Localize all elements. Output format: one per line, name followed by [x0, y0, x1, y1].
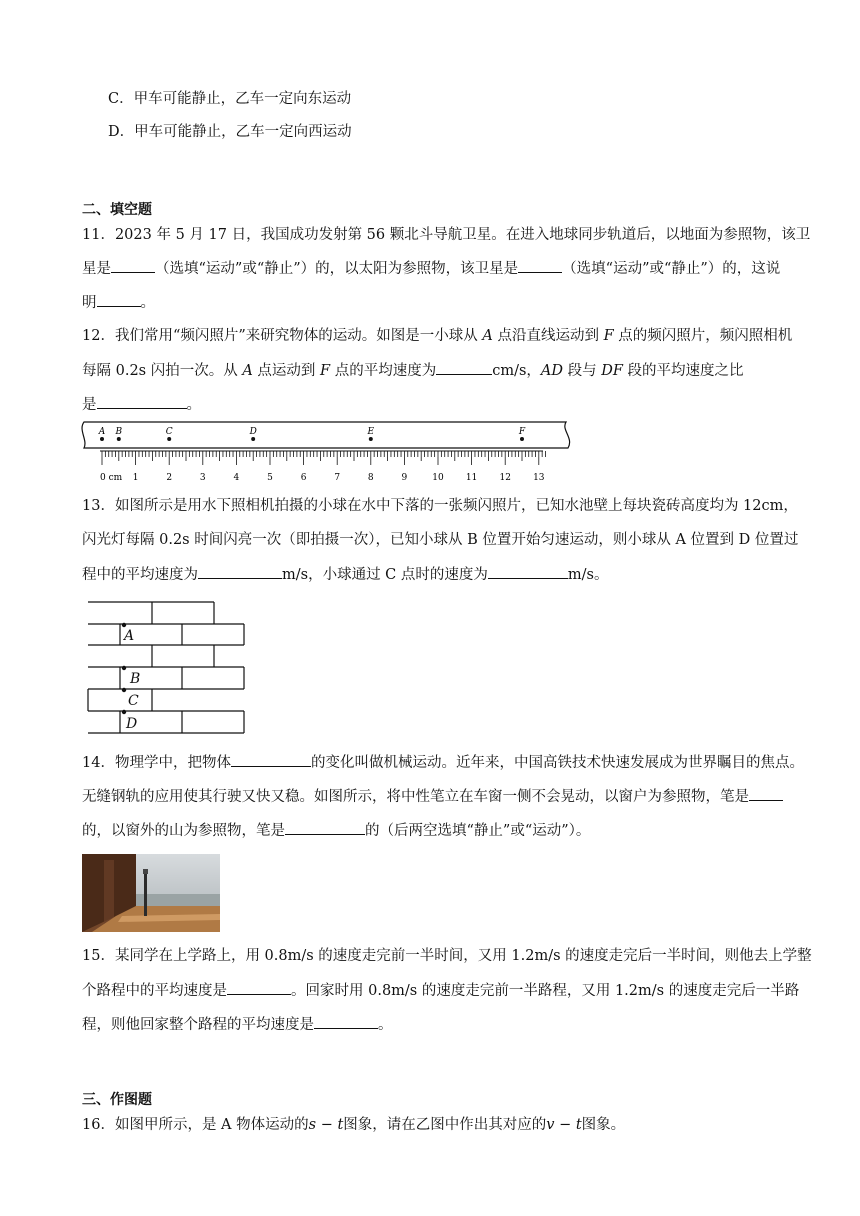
answer-blank[interactable] — [231, 752, 311, 767]
q11-text: （选填“运动”或“静止”）的，这说 — [562, 261, 781, 277]
q13-line-2: 闪光灯每隔 0.2s 时间闪亮一次（即拍摄一次），已知小球从 B 位置开始匀速运动，则小球从 A 位置到 D 位置过 — [82, 532, 799, 548]
strobe-point — [100, 437, 104, 441]
q14-line-2 — [82, 786, 783, 807]
q11-text: 。 — [140, 295, 155, 311]
option-c — [108, 89, 351, 109]
answer-blank[interactable] — [198, 564, 282, 579]
ruler-number: 3 — [199, 473, 206, 483]
strobe-point — [251, 437, 255, 441]
tile-label-c: C — [128, 693, 139, 709]
q11-line-1 — [82, 225, 810, 245]
answer-blank[interactable] — [111, 258, 155, 273]
ruler-strip — [82, 422, 570, 448]
tile-label-d: D — [126, 716, 138, 732]
answer-blank[interactable] — [749, 786, 783, 801]
q16-text: 16．如图甲所示，是 A 物体运动的 — [82, 1117, 309, 1133]
q15-text: 个路程中的平均速度是 — [82, 983, 227, 999]
q12-text: 点运动到 — [252, 363, 321, 379]
answer-blank[interactable] — [436, 360, 492, 375]
tile-label-a: A — [124, 628, 135, 644]
q14-text: 的，以窗外的山为参照物，笔是 — [82, 823, 285, 839]
ruler-number: 4 — [233, 473, 240, 483]
q15-text: 程，则他回家整个路程的平均速度是 — [82, 1017, 314, 1033]
option-text: 甲车可能静止，乙车一定向东运动 — [133, 91, 352, 107]
answer-blank[interactable] — [285, 820, 365, 835]
q13-text: m/s。 — [567, 567, 609, 583]
ball-position-b — [122, 666, 126, 670]
ruler-number: 10 — [432, 473, 444, 483]
ball-position-c — [122, 688, 126, 692]
q11-line-3 — [82, 292, 155, 313]
q12-text: 。 — [186, 397, 201, 413]
q14-text: 无缝钢轨的应用使其行驶又快又稳。如图所示，将中性笔立在车窗一侧不会晃动，以窗户为参照物，笔是 — [82, 789, 749, 805]
ball-position-a — [122, 623, 126, 627]
point-f-label: F — [603, 328, 614, 344]
train-window-photo — [82, 854, 220, 932]
answer-blank[interactable] — [314, 1014, 378, 1029]
option-d — [108, 122, 352, 142]
segment-df-label: DF — [601, 363, 623, 379]
ruler-number: 1 — [132, 473, 139, 483]
ball-position-d — [122, 710, 126, 714]
q12-text: 点的平均速度为 — [330, 363, 437, 379]
answer-blank[interactable] — [97, 394, 187, 409]
q14-line-3 — [82, 820, 590, 841]
answer-blank[interactable] — [488, 564, 568, 579]
q13-text: m/s，小球通过 C 点时的速度为 — [282, 567, 488, 583]
s-t-symbol: s − t — [308, 1117, 344, 1133]
q11-text: （选填“运动”或“静止”）的，以太阳为参照物，该卫星是 — [155, 261, 519, 277]
v-t-symbol: v − t — [546, 1117, 582, 1133]
strobe-point — [117, 437, 121, 441]
q11-text: 星是 — [82, 261, 111, 277]
option-letter: C． — [108, 91, 134, 107]
q15-line-3 — [82, 1014, 393, 1035]
q13-line-3 — [82, 564, 608, 585]
q12-text: cm/s， — [492, 363, 541, 379]
q12-text: 每隔 0.2s 闪拍一次。从 — [82, 363, 243, 379]
strobe-point-label: D — [249, 427, 257, 437]
q14-text: 14．物理学中，把物体 — [82, 755, 231, 771]
ruler-unit-label: 0 cm — [100, 473, 123, 483]
section-heading-fill-blank: 二、填空题 — [82, 202, 152, 218]
option-text: 甲车可能静止，乙车一定向西运动 — [134, 124, 352, 140]
answer-blank[interactable] — [97, 292, 141, 307]
strobe-point-label: F — [518, 427, 526, 437]
strobe-point — [369, 437, 373, 441]
ruler-number: 12 — [499, 473, 511, 483]
ruler-number: 5 — [267, 473, 273, 483]
q16-text: 图象，请在乙图中作出其对应的 — [343, 1117, 547, 1133]
q12-text: 段与 — [563, 363, 602, 379]
strobe-point — [167, 437, 171, 441]
ruler-number: 13 — [533, 473, 545, 483]
section-heading-drawing: 三、作图题 — [82, 1092, 152, 1108]
ruler-number: 8 — [367, 473, 374, 483]
tile-label-b: B — [130, 671, 141, 687]
q13-line-1: 13．如图所示是用水下照相机拍摄的小球在水中下落的一张频闪照片，已知水池壁上每块瓷砖高度均为 12cm， — [82, 498, 798, 514]
point-a-label: A — [242, 363, 253, 379]
ruler-numbers — [100, 473, 545, 483]
q15-text: 。 — [378, 1017, 393, 1033]
ruler-number: 7 — [334, 473, 341, 483]
option-letter: D． — [108, 124, 135, 140]
q11-text: 明 — [82, 295, 97, 311]
point-a-label: A — [482, 328, 493, 344]
ruler-number: 11 — [465, 473, 478, 483]
segment-ad-label: AD — [540, 363, 564, 379]
strobe-ruler-figure — [80, 418, 575, 488]
ruler-number: 2 — [166, 473, 173, 483]
strobe-point-label: B — [115, 427, 123, 437]
strobe-point-label: C — [165, 427, 173, 437]
ruler-ticks — [102, 451, 546, 465]
point-f-label: F — [320, 363, 331, 379]
q14-line-1 — [82, 752, 804, 773]
q16-line-1 — [82, 1115, 625, 1135]
q14-text: 的变化叫做机械运动。近年来，中国高铁技术快速发展成为世界瞩目的焦点。 — [310, 755, 804, 771]
ruler-number: 9 — [401, 473, 408, 483]
q12-line-2 — [82, 360, 744, 381]
q14-text: 的（后两空选填“静止”或“运动”）。 — [365, 823, 591, 839]
q11-text: 11．2023 年 5 月 17 日，我国成功发射第 56 颗北斗导航卫星。在进入地球同步轨道后，以地面为参照物，该卫 — [82, 227, 811, 243]
q12-text: 点沿直线运动到 — [492, 328, 604, 344]
tile-wall-figure — [86, 600, 248, 736]
ruler-number: 6 — [300, 473, 307, 483]
q12-text: 段的平均速度之比 — [622, 363, 744, 379]
strobe-point-label: A — [98, 427, 106, 437]
q15-line-2 — [82, 980, 799, 1001]
q11-line-2 — [82, 258, 780, 279]
answer-blank[interactable] — [227, 980, 291, 995]
q12-text: 是 — [82, 397, 97, 413]
answer-blank[interactable] — [518, 258, 562, 273]
tile-grid — [88, 602, 244, 733]
q12-line-3 — [82, 394, 201, 415]
q12-text: 点的频闪照片，频闪照相机 — [613, 328, 793, 344]
q16-text: 图象。 — [581, 1117, 626, 1133]
strobe-point — [520, 437, 524, 441]
q15-line-1: 15．某同学在上学路上，用 0.8m/s 的速度走完前一半时间，又用 1.2m/s 的速度走完后一半时间，则他去上学整 — [82, 948, 812, 964]
strobe-point-label: E — [367, 427, 375, 437]
q15-text: 。回家时用 0.8m/s 的速度走完前一半路程，又用 1.2m/s 的速度走完后一半路 — [291, 983, 800, 999]
q13-text: 程中的平均速度为 — [82, 567, 198, 583]
q12-text: 12．我们常用“频闪照片”来研究物体的运动。如图是一小球从 — [82, 328, 483, 344]
q12-line-1 — [82, 326, 792, 346]
